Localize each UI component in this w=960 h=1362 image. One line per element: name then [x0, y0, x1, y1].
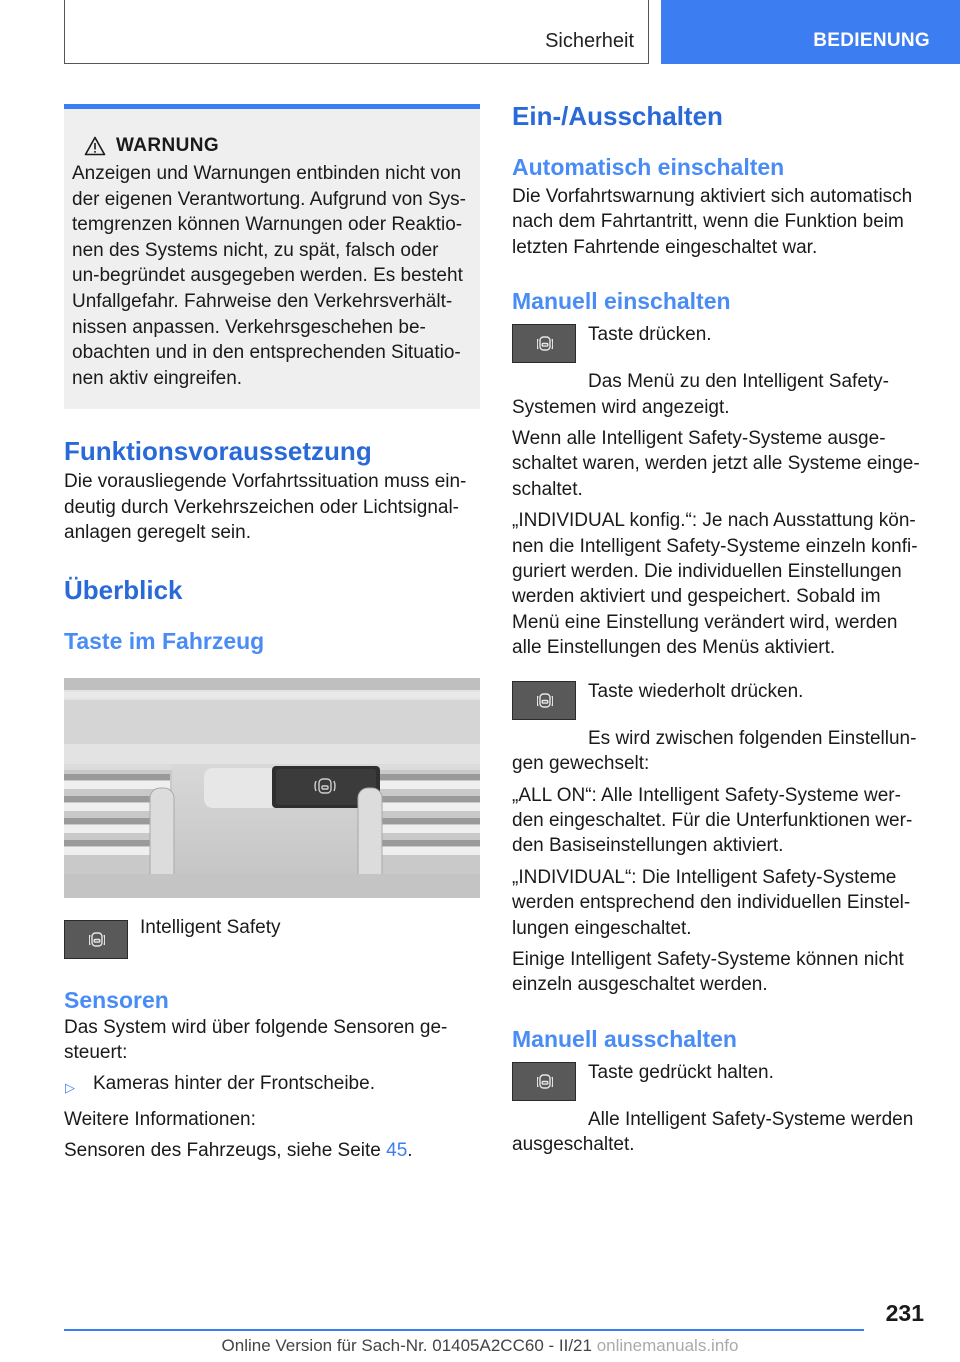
online-version-text: Online Version für Sach-Nr. 01405A2CC60 - II/21 [221, 1336, 592, 1355]
page-number: 231 [885, 1300, 924, 1326]
bullet-triangle-icon: ▷ [65, 1080, 75, 1096]
paragraph-automatic-on: Die Vorfahrtswarnung aktiviert sich automatisch nach dem Fahrtantritt, wenn die Funktion beim letzten Fahrtende eingeschaltet war. [512, 186, 913, 258]
reference-end: . [407, 1140, 413, 1162]
heading-on-off: Ein-/Ausschalten [512, 101, 723, 131]
heading-overview: Überblick [64, 574, 183, 605]
key-row-press-repeatedly [512, 679, 924, 720]
header-chapter-box [661, 0, 960, 64]
right-column [512, 100, 924, 1158]
heading-automatic-on: Automatisch einschalten [512, 154, 785, 180]
header-section-box [64, 0, 649, 64]
warning-box [64, 104, 480, 409]
key-label-intelligent-safety: Intelligent Safety [140, 916, 281, 938]
intelligent-safety-button-icon [64, 920, 128, 959]
paragraph-more-info: Weitere Informationen: [64, 1108, 256, 1130]
intelligent-safety-button-icon [512, 1062, 576, 1101]
key-row-hold [512, 1060, 924, 1101]
page-reference-link[interactable]: 45 [386, 1140, 408, 1162]
reference-text: Sensoren des Fahrzeugs, siehe Seite [64, 1140, 387, 1162]
warning-text: Anzeigen und Warnungen entbinden nicht von der eigenen Verantwortung. Aufgrund von Sys-temgrenzen können Warnungen oder Reaktio-nen des Systems nicht, zu spät, falsch oder un-begründet ausgegeben werden. Es besteht Unfallgefahr. Fahrweise den Verkehrsverhält-nissen anpassen. Verkehrsgeschehen be-obachten und in den entsprechenden Situatio-nen aktiv eingreifen. [72, 163, 466, 389]
paragraph-all-off: Wenn alle Intelligent Safety-Systeme ausge-schaltet waren, werden jetzt alle Systeme einge-schaltet. [512, 428, 920, 500]
paragraph-all-on: „ALL ON“: Alle Intelligent Safety-Systeme wer-den eingeschaltet. Für die Unterfunktionen wer-den Basiseinstellungen aktiviert. [512, 784, 913, 857]
key-result: Alle Intelligent Safety-Systeme werden ausgeschaltet. [512, 1108, 914, 1156]
footer-online-version [0, 1336, 960, 1356]
warning-header [84, 135, 470, 157]
key-instruction: Taste gedrückt halten. [588, 1061, 774, 1083]
bullet-text: Kameras hinter der Frontscheibe. [93, 1073, 375, 1095]
watermark: onlinemanuals.info [596, 1336, 739, 1355]
heading-manual-off: Manuell ausschalten [512, 1025, 737, 1052]
intelligent-safety-button-icon [512, 324, 576, 363]
intelligent-safety-button-icon [512, 681, 576, 720]
paragraph-individual: „INDIVIDUAL“: Die Intelligent Safety-Systeme werden entsprechend den individuellen Einstel-lungen eingeschaltet. [512, 866, 911, 939]
key-instruction: Taste wiederholt drücken. [588, 680, 804, 702]
heading-sensors: Sensoren [64, 986, 169, 1013]
left-column [64, 104, 480, 1164]
header-section-title: Sicherheit [545, 30, 634, 52]
key-row-press [512, 322, 924, 363]
header-chapter-title: BEDIENUNG [813, 30, 930, 51]
warning-triangle-icon [84, 136, 106, 156]
paragraph-sensors: Das System wird über folgende Sensoren ge-steuert: [64, 1016, 448, 1063]
list-item [64, 1071, 480, 1100]
vehicle-button-photo [64, 678, 480, 898]
heading-functional-requirement: Funktionsvoraussetzung [64, 436, 372, 467]
paragraph-individual-config: „INDIVIDUAL konfig.“: Je nach Ausstattung kön-nen die Intelligent Safety-Systeme einzeln konfi-guriert werden. Die individuellen Einstellungen werden aktiviert und gespeichert. Sobald im Menü eine Einstellung verändert wird, werden alle Einstellungen des Menüs aktiviert. [512, 510, 918, 659]
paragraph-reference [64, 1138, 480, 1163]
heading-button-in-vehicle: Taste im Fahrzeug [64, 627, 265, 654]
key-row-intelligent-safety [64, 918, 480, 959]
key-instruction: Taste drücken. [588, 324, 712, 346]
warning-label: WARNUNG [116, 135, 220, 156]
heading-manual-on: Manuell einschalten [512, 288, 731, 315]
key-result: Es wird zwischen folgenden Einstellun-gen gewechselt: [512, 727, 917, 775]
paragraph-some-systems: Einige Intelligent Safety-Systeme können nicht einzeln ausgeschaltet werden. [512, 948, 904, 996]
key-result: Das Menü zu den Intelligent Safety-Systemen wird angezeigt. [512, 371, 890, 418]
footer-divider [64, 1329, 864, 1331]
paragraph-functional-requirement: Die vorausliegende Vorfahrtssituation muss ein-deutig durch Verkehrszeichen oder Lichtsignal-anlagen geregelt sein. [64, 471, 467, 544]
